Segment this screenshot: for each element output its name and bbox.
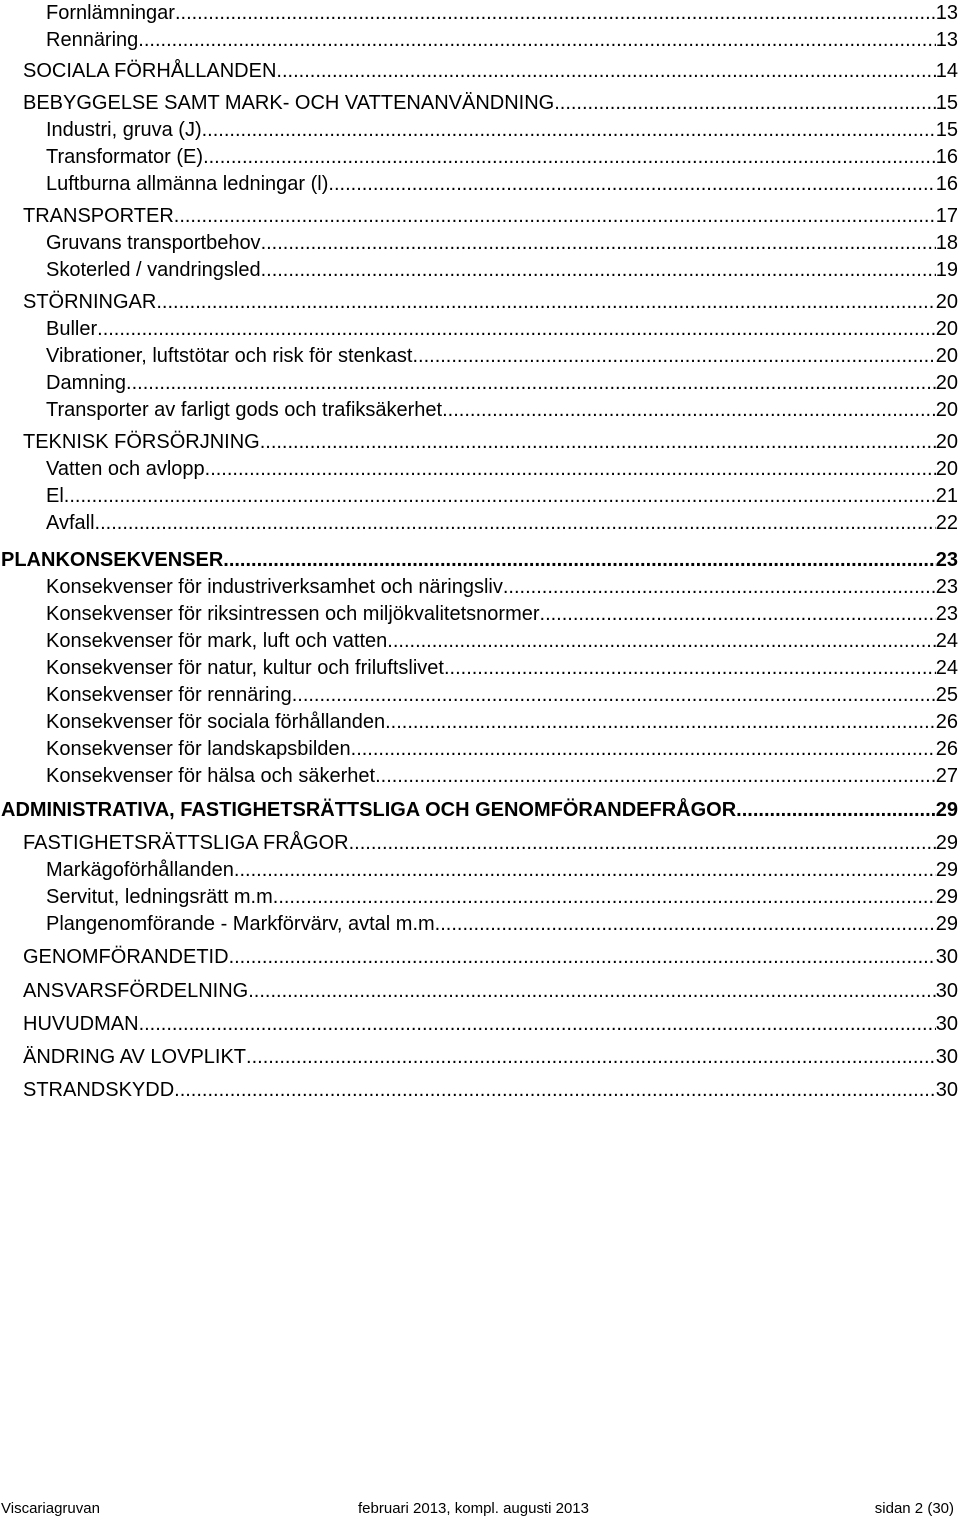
- toc-entry-title: Konsekvenser för rennäring: [46, 684, 292, 706]
- toc-entry-page-number: 23: [935, 576, 958, 598]
- toc-entry-page-number: 15: [935, 92, 958, 114]
- toc-entry[interactable]: [46, 232, 958, 255]
- toc-entry-page-number: 20: [935, 372, 958, 394]
- toc-dot-leader: [261, 232, 936, 255]
- toc-dot-leader: [328, 173, 935, 196]
- toc-entry-title: Vibrationer, luftstötar och risk för stenkast: [46, 345, 413, 367]
- toc-dot-leader: [385, 711, 936, 734]
- toc-entry-page-number: 26: [935, 711, 958, 733]
- toc-entry-page-number: 20: [935, 345, 958, 367]
- toc-dot-leader: [442, 399, 936, 422]
- toc-dot-leader: [292, 684, 936, 707]
- toc-entry-title: Transporter av farligt gods och trafiksäkerhet: [46, 399, 443, 421]
- toc-entry-title: TEKNISK FÖRSÖRJNING: [23, 431, 260, 453]
- toc-dot-leader: [156, 291, 935, 314]
- toc-entry-title: Fornlämningar: [46, 2, 175, 24]
- toc-dot-leader: [387, 630, 935, 653]
- toc-dot-leader: [138, 29, 935, 52]
- toc-entry[interactable]: [46, 318, 958, 341]
- toc-entry-page-number: 27: [935, 765, 958, 787]
- toc-entry[interactable]: [46, 738, 958, 761]
- toc-entry[interactable]: [46, 458, 958, 481]
- toc-dot-leader: [229, 946, 936, 969]
- toc-entry-page-number: 30: [935, 1013, 958, 1035]
- toc-entry-page-number: 30: [935, 1079, 958, 1101]
- toc-entry-page-number: 20: [935, 458, 958, 480]
- toc-entry-title: Konsekvenser för sociala förhållanden: [46, 711, 386, 733]
- toc-dot-leader: [64, 485, 936, 508]
- toc-entry[interactable]: [23, 205, 958, 228]
- toc-entry-title: ADMINISTRATIVA, FASTIGHETSRÄTTSLIGA OCH GENOMFÖRANDEFRÅGOR: [1, 799, 737, 821]
- toc-entry-page-number: 29: [935, 799, 958, 821]
- toc-entry[interactable]: [46, 684, 958, 707]
- toc-entry-title: Buller: [46, 318, 98, 340]
- toc-dot-leader: [175, 2, 936, 25]
- toc-entry[interactable]: [46, 630, 958, 653]
- toc-entry-page-number: 30: [935, 1046, 958, 1068]
- toc-dot-leader: [412, 345, 935, 368]
- toc-entry-title: STRANDSKYDD: [23, 1079, 175, 1101]
- toc-entry-title: Servitut, ledningsrätt m.m.: [46, 886, 279, 908]
- toc-entry-title: Konsekvenser för riksintressen och miljökvalitetsnormer: [46, 603, 540, 625]
- toc-entry[interactable]: [46, 576, 958, 599]
- toc-dot-leader: [202, 119, 936, 142]
- toc-entry[interactable]: [46, 119, 958, 142]
- toc-dot-leader: [95, 512, 936, 535]
- toc-entry[interactable]: [46, 146, 958, 169]
- toc-entry-page-number: 20: [935, 318, 958, 340]
- toc-entry-title: TRANSPORTER: [23, 205, 174, 227]
- toc-entry[interactable]: [46, 485, 958, 508]
- toc-entry-title: Rennäring: [46, 29, 139, 51]
- toc-entry-page-number: 25: [935, 684, 958, 706]
- toc-entry[interactable]: [46, 765, 958, 788]
- toc-entry-title: Plangenomförande - Markförvärv, avtal m.m.: [46, 913, 441, 935]
- toc-entry-page-number: 21: [935, 485, 958, 507]
- toc-dot-leader: [554, 92, 936, 115]
- toc-entry[interactable]: [46, 399, 958, 422]
- toc-dot-leader: [174, 205, 936, 228]
- toc-dot-leader: [260, 431, 936, 454]
- toc-entry-page-number: 20: [935, 431, 958, 453]
- toc-entry-title: Luftburna allmänna ledningar (l): [46, 173, 329, 195]
- toc-entry-title: Konsekvenser för natur, kultur och friluftslivet: [46, 657, 444, 679]
- toc-entry-page-number: 30: [935, 946, 958, 968]
- toc-dot-leader: [351, 738, 936, 761]
- toc-entry-title: Konsekvenser för hälsa och säkerhet: [46, 765, 376, 787]
- toc-entry-title: Skoterled / vandringsled: [46, 259, 261, 281]
- page-footer: [0, 1500, 960, 1524]
- toc-entry-title: Industri, gruva (J): [46, 119, 202, 141]
- toc-dot-leader: [349, 832, 936, 855]
- toc-entry-title: STÖRNINGAR: [23, 291, 157, 313]
- toc-entry-title: BEBYGGELSE SAMT MARK- OCH VATTENANVÄNDNING: [23, 92, 555, 114]
- toc-entry-title: Vatten och avlopp: [46, 458, 205, 480]
- toc-entry-title: HUVUDMAN: [23, 1013, 139, 1035]
- toc-dot-leader: [248, 980, 936, 1003]
- toc-entry-title: Konsekvenser för industriverksamhet och näringsliv: [46, 576, 503, 598]
- toc-entry-title: SOCIALA FÖRHÅLLANDEN: [23, 60, 277, 82]
- toc-entry[interactable]: [1, 799, 958, 822]
- toc-entry[interactable]: [1, 549, 958, 572]
- toc-entry[interactable]: [23, 1013, 958, 1036]
- toc-entry-title: El: [46, 485, 64, 507]
- footer-document-name: Viscariagruvan: [1, 1500, 100, 1517]
- toc-entry[interactable]: [23, 291, 958, 314]
- toc-dot-leader: [503, 576, 936, 599]
- toc-dot-leader: [126, 372, 936, 395]
- toc-entry-page-number: 20: [935, 291, 958, 313]
- footer-date: februari 2013, kompl. augusti 2013: [358, 1500, 589, 1517]
- toc-entry-page-number: 18: [935, 232, 958, 254]
- toc-entry[interactable]: [46, 859, 958, 882]
- toc-entry-page-number: 29: [935, 886, 958, 908]
- toc-entry-page-number: 23: [935, 603, 958, 625]
- toc-entry[interactable]: [46, 603, 958, 626]
- toc-entry-page-number: 22: [935, 512, 958, 534]
- toc-entry-page-number: 19: [935, 259, 958, 281]
- toc-entry-title: GENOMFÖRANDETID: [23, 946, 229, 968]
- toc-entry-page-number: 13: [935, 29, 958, 51]
- toc-entry[interactable]: [46, 913, 958, 936]
- toc-entry-page-number: 30: [935, 980, 958, 1002]
- toc-dot-leader: [261, 259, 936, 282]
- toc-entry-title: FASTIGHETSRÄTTSLIGA FRÅGOR: [23, 832, 349, 854]
- toc-entry-page-number: 29: [935, 832, 958, 854]
- toc-entry[interactable]: [23, 1079, 958, 1102]
- toc-entry[interactable]: [46, 29, 958, 52]
- toc-dot-leader: [540, 603, 936, 626]
- toc-entry-title: Damning: [46, 372, 127, 394]
- toc-entry-title: Gruvans transportbehov: [46, 232, 261, 254]
- toc-entry-title: Transformator (E): [46, 146, 204, 168]
- toc-entry-title: PLANKONSEKVENSER: [1, 549, 224, 571]
- toc-entry[interactable]: [46, 657, 958, 680]
- toc-entry[interactable]: [23, 1046, 958, 1069]
- toc-dot-leader: [97, 318, 936, 341]
- toc-dot-leader: [375, 765, 936, 788]
- toc-entry-page-number: 16: [935, 173, 958, 195]
- toc-entry[interactable]: [46, 2, 958, 25]
- toc-dot-leader: [234, 859, 936, 882]
- toc-entry-page-number: 29: [935, 913, 958, 935]
- toc-entry[interactable]: [46, 512, 958, 535]
- toc-entry-title: ANSVARSFÖRDELNING: [23, 980, 249, 1002]
- toc-entry-page-number: 24: [935, 630, 958, 652]
- toc-entry-title: Konsekvenser för landskapsbilden: [46, 738, 351, 760]
- toc-entry-page-number: 29: [935, 859, 958, 881]
- toc-entry-page-number: 13: [935, 2, 958, 24]
- toc-dot-leader: [440, 913, 936, 936]
- toc-dot-leader: [223, 549, 935, 572]
- footer-page-number: sidan 2 (30): [874, 1500, 954, 1517]
- toc-entry[interactable]: [23, 431, 958, 454]
- toc-entry-page-number: 17: [935, 205, 958, 227]
- toc-entry-title: ÄNDRING AV LOVPLIKT: [23, 1046, 247, 1068]
- toc-dot-leader: [205, 458, 936, 481]
- toc-entry-page-number: 23: [935, 549, 958, 571]
- toc-entry[interactable]: [46, 711, 958, 734]
- toc-dot-leader: [736, 799, 936, 822]
- toc-entry[interactable]: [23, 832, 958, 855]
- toc-entry[interactable]: [23, 946, 958, 969]
- toc-entry-title: Konsekvenser för mark, luft och vatten: [46, 630, 388, 652]
- toc-entry[interactable]: [23, 60, 958, 83]
- toc-entry[interactable]: [46, 173, 958, 196]
- toc-dot-leader: [246, 1046, 936, 1069]
- toc-entry-page-number: 16: [935, 146, 958, 168]
- toc-entry[interactable]: [46, 345, 958, 368]
- toc-dot-leader: [203, 146, 936, 169]
- toc-entry-page-number: 26: [935, 738, 958, 760]
- toc-entry-page-number: 15: [935, 119, 958, 141]
- toc-dot-leader: [139, 1013, 936, 1036]
- toc-entry[interactable]: [23, 92, 958, 115]
- toc-entry[interactable]: [46, 886, 958, 909]
- toc-entry[interactable]: [23, 980, 958, 1003]
- toc-entry[interactable]: [46, 372, 958, 395]
- toc-entry-title: Markägoförhållanden: [46, 859, 234, 881]
- toc-entry-page-number: 20: [935, 399, 958, 421]
- toc-entry-title: Avfall: [46, 512, 95, 534]
- toc-dot-leader: [444, 657, 936, 680]
- toc-entry-page-number: 24: [935, 657, 958, 679]
- toc-entry-page-number: 14: [935, 60, 958, 82]
- toc-entry[interactable]: [46, 259, 958, 282]
- toc-dot-leader: [174, 1079, 936, 1102]
- toc-dot-leader: [276, 60, 935, 83]
- toc-dot-leader: [278, 886, 935, 909]
